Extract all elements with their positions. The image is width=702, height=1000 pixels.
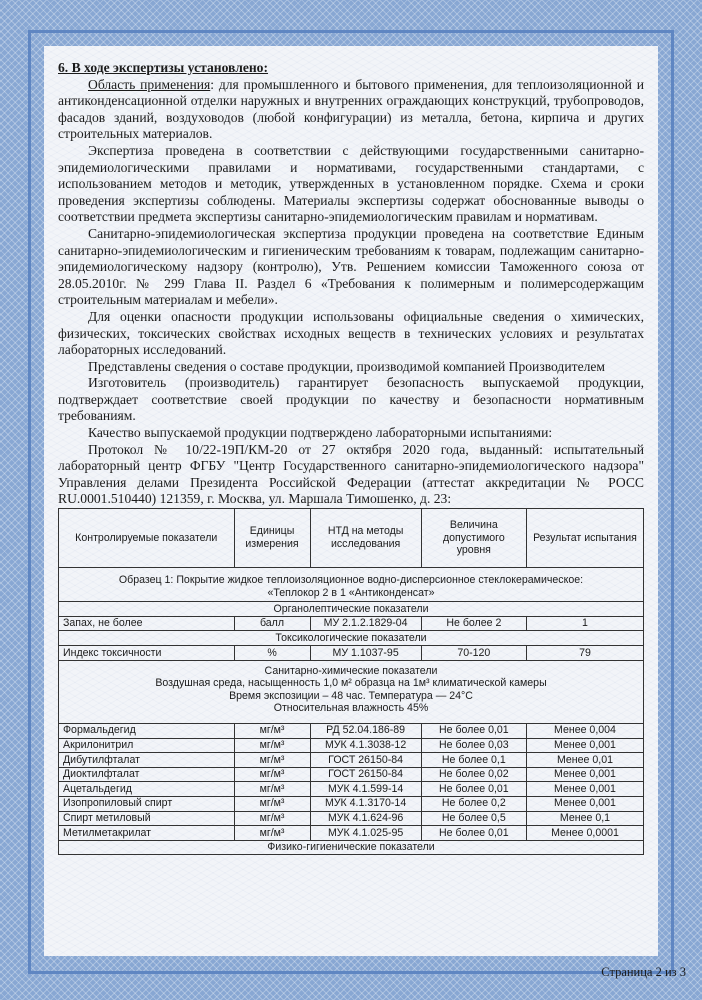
cell-unit: мг/м³ [234, 738, 310, 753]
sanchem-title: Санитарно-химические показатели [264, 664, 438, 677]
paragraph-expertise: Экспертиза проведена в соответствии с действующими государственными санитарно-эпидемиологическими правилами и нормативами, государственными стандартами, с использованием методов и методик, утвержденных в установленном порядке. Схема и сроки проведения экспертизы соблюдены. Материалы экспертизы содержат обоснованные выводы о соответствии предмета экспертизы санитарно-эпидемиологическим правилам и нормативам. [58, 142, 644, 225]
cell-indicator: Индекс токсичности [59, 646, 235, 661]
sample-line-1: Образец 1: Покрытие жидкое теплоизоляционное водно-дисперсионное стеклокерамическое: [118, 574, 584, 587]
cell-limit: Не более 0,03 [421, 738, 526, 753]
table-row [59, 782, 644, 797]
cell-limit: Не более 0,5 [421, 811, 526, 826]
paragraph-hazard: Для оценки опасности продукции использованы официальные сведения о химических, физических, токсических свойствах исходных веществ в технических условиях и результатах лабораторных исследований. [58, 308, 644, 358]
sanchem-humidity: Относительная влажность 45% [273, 702, 429, 715]
cell-unit: мг/м³ [234, 753, 310, 768]
cell-unit: % [234, 646, 310, 661]
cell-method: МУ 1.1037-95 [310, 646, 421, 661]
cell-result: Менее 0,01 [526, 753, 643, 768]
scope-paragraph [58, 77, 644, 143]
table-row [59, 811, 644, 826]
cell-method: ГОСТ 26150-84 [310, 753, 421, 768]
sanchem-conditions: Воздушная среда, насыщенность 1,0 м² образца на 1м³ климатической камеры [155, 677, 547, 690]
cell-result: Менее 0,001 [526, 767, 643, 782]
cell-indicator: Ацетальдегид [59, 782, 235, 797]
cell-result: Менее 0,004 [526, 723, 643, 738]
table-row [59, 826, 644, 841]
cell-method: МУК 4.1.624-96 [310, 811, 421, 826]
cell-limit: Не более 0,01 [421, 782, 526, 797]
cell-method: МУ 2.1.2.1829-04 [310, 616, 421, 631]
cell-limit: Не более 0,01 [421, 826, 526, 841]
paragraph-protocol: Протокол № 10/22-19П/КМ-20 от 27 октября 2020 года, выданный: испытательный лабораторный центр ФГБУ "Центр Государственного санитарно-эпидемиологического надзора" Управления делами Президента Российской Федерации (аттестат аккредитации № РОСС RU.0001.510440) 121359, г. Москва, ул. Маршала Тимошенко, д. 23: [58, 441, 644, 507]
cell-result: 79 [526, 646, 643, 661]
table-row [59, 767, 644, 782]
table-row [59, 738, 644, 753]
cell-method: МУК 4.1.3170-14 [310, 796, 421, 811]
cell-result: Менее 0,1 [526, 811, 643, 826]
sanchem-exposure: Время экспозиции – 48 час. Температура — 24°С [229, 689, 473, 702]
cell-indicator: Формальдегид [59, 723, 235, 738]
table-header-row [59, 509, 644, 568]
cell-unit: балл [234, 616, 310, 631]
cell-indicator: Диоктилфталат [59, 767, 235, 782]
table-row [59, 723, 644, 738]
cell-unit: мг/м³ [234, 811, 310, 826]
cell-result: 1 [526, 616, 643, 631]
header-indicators: Контролируемые показатели [59, 509, 235, 568]
cell-limit: Не более 0,02 [421, 767, 526, 782]
cell-unit: мг/м³ [234, 767, 310, 782]
paragraph-guarantee: Изготовитель (производитель) гарантирует безопасность выпускаемой продукции, подтверждает соответствие своей продукции по качеству и безопасности нормативным требованиям. [58, 375, 644, 424]
sample-row [59, 568, 644, 602]
header-result: Результат испытания [526, 509, 643, 568]
chem-rows [59, 723, 644, 840]
cell-unit: мг/м³ [234, 796, 310, 811]
cell-unit: мг/м³ [234, 723, 310, 738]
document-sheet [44, 46, 658, 956]
cell-indicator: Дибутилфталат [59, 753, 235, 768]
cell-indicator: Акрилонитрил [59, 738, 235, 753]
paragraph-quality: Качество выпускаемой продукции подтверждено лабораторными испытаниями: [88, 425, 553, 441]
cell-method: МУК 4.1.3038-12 [310, 738, 421, 753]
cell-indicator: Изопропиловый спирт [59, 796, 235, 811]
results-table [58, 508, 644, 855]
scope-label: Область применения [88, 76, 211, 92]
table-row [59, 753, 644, 768]
cell-limit: Не более 0,1 [421, 753, 526, 768]
cell-limit: Не более 2 [421, 616, 526, 631]
cell-indicator: Запах, не более [59, 616, 235, 631]
organoleptic-title-row: Органолептические показатели [59, 602, 644, 617]
cell-indicator: Метилметакрилат [59, 826, 235, 841]
cell-method: МУК 4.1.025-95 [310, 826, 421, 841]
paragraph-composition: Представлены сведения о составе продукции, производимой компанией Производителем [88, 358, 606, 374]
table-row [59, 796, 644, 811]
cell-method: РД 52.04.186-89 [310, 723, 421, 738]
cell-unit: мг/м³ [234, 782, 310, 797]
sample-line-2: «Теплокор 2 в 1 «Антиконденсат» [267, 586, 435, 599]
cell-limit: Не более 0,01 [421, 723, 526, 738]
header-methods: НТД на методы исследования [310, 509, 421, 568]
header-units: Единицы измерения [234, 509, 310, 568]
section-title: 6. В ходе экспертизы установлено: [58, 60, 269, 75]
toxicological-title-row: Токсикологические показатели [59, 631, 644, 646]
cell-method: МУК 4.1.599-14 [310, 782, 421, 797]
cell-result: Менее 0,0001 [526, 826, 643, 841]
cell-method: ГОСТ 26150-84 [310, 767, 421, 782]
page-number: Страница 2 из 3 [601, 965, 686, 979]
cell-limit: 70-120 [421, 646, 526, 661]
scope-text: : для промышленного и бытового применения, для теплоизоляционной и антиконденсационной отделки наружных и внутренних ограждающих конструкций, трубопроводов, фасадов зданий, воздуховодов (любой конфигурации) из металла, бетона, кирпича и других строительных материалов. [58, 76, 644, 142]
table-row [59, 646, 644, 661]
cell-result: Менее 0,001 [526, 782, 643, 797]
cell-unit: мг/м³ [234, 826, 310, 841]
table-row [59, 616, 644, 631]
header-permissible: Величина допустимого уровня [421, 509, 526, 568]
cell-result: Менее 0,001 [526, 796, 643, 811]
paragraph-compliance: Санитарно-эпидемиологическая экспертиза продукции проведена на соответствие Единым санитарно-эпидемиологическим и гигиеническим требованиям к товарам, подлежащим санитарно-эпидемиологическому надзору (контролю), Утв. Решением комиссии Таможенного союза от 28.05.2010г. № 299 Глава II. Раздел 6 «Требования к полимерным и полимерсодержащим строительным материалам и мебели». [58, 225, 644, 308]
cell-indicator: Спирт метиловый [59, 811, 235, 826]
physhyg-title-row: Физико-гигиенические показатели [59, 840, 644, 855]
cell-limit: Не более 0,2 [421, 796, 526, 811]
sanchem-title-row [59, 660, 644, 723]
cell-result: Менее 0,001 [526, 738, 643, 753]
